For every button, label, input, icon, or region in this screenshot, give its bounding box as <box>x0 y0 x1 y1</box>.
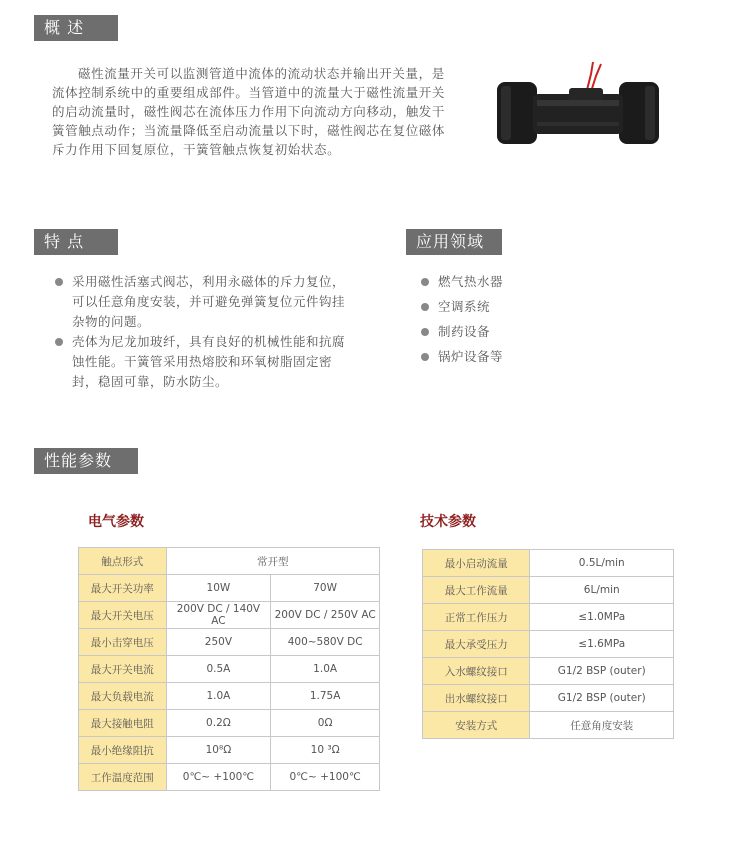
row-value: 1.0A <box>271 656 380 683</box>
row-value: 任意角度安装 <box>530 712 674 739</box>
row-value: 常开型 <box>166 548 379 575</box>
table-row <box>423 658 674 685</box>
features-list <box>52 272 352 392</box>
row-value: 200V DC / 250V AC <box>271 602 380 629</box>
row-value: 0Ω <box>271 710 380 737</box>
feature-text: 壳体为尼龙加玻纤，具有良好的机械性能和抗腐蚀性能。干簧管采用热熔胶和环氧树脂固定密封，稳固可靠，防水防尘。 <box>72 334 346 389</box>
row-value: 0℃~ +100℃ <box>166 764 271 791</box>
row-label: 出水螺纹接口 <box>423 685 530 712</box>
row-label: 最小绝缘阻抗 <box>79 737 167 764</box>
overview-paragraph: 磁性流量开关可以监测管道中流体的流动状态并输出开关量，是流体控制系统中的重要组成部件。当管道中的流量大于磁性流量开关的启动流量时，磁性阀芯在流体压力作用下向流动方向移动，触发干簧管触点动作；当流量降低至启动流量以下时，磁性阀芯在复位磁体斥力作用下回复原位，干簧管触点恢复初始状态。 <box>52 66 446 157</box>
row-value: G1/2 BSP (outer) <box>530 658 674 685</box>
table-row <box>79 548 380 575</box>
flow-switch-product-image <box>493 60 663 160</box>
row-value: 400~580V DC <box>271 629 380 656</box>
technical-params-table <box>422 549 674 739</box>
bullet-icon <box>55 338 63 346</box>
row-label: 入水螺纹接口 <box>423 658 530 685</box>
table-row <box>423 604 674 631</box>
electrical-params-title: 电气参数 <box>88 514 144 530</box>
list-item <box>52 272 352 332</box>
bullet-icon <box>55 278 63 286</box>
row-label: 触点形式 <box>79 548 167 575</box>
row-value: 250V <box>166 629 271 656</box>
row-label: 最大接触电阻 <box>79 710 167 737</box>
table-row <box>79 683 380 710</box>
table-row <box>423 712 674 739</box>
bullet-icon <box>421 278 429 286</box>
row-label: 最小击穿电压 <box>79 629 167 656</box>
row-label: 最大开关电流 <box>79 656 167 683</box>
section-header-features: 特 点 <box>34 229 118 255</box>
row-value: 10W <box>166 575 271 602</box>
section-header-performance: 性能参数 <box>34 448 138 474</box>
bullet-icon <box>421 328 429 336</box>
section-header-overview: 概 述 <box>34 15 118 41</box>
row-value: 6L/min <box>530 577 674 604</box>
list-item <box>418 347 618 367</box>
row-value: 70W <box>271 575 380 602</box>
table-row <box>79 629 380 656</box>
row-label: 最大承受压力 <box>423 631 530 658</box>
row-value: ≤1.6MPa <box>530 631 674 658</box>
table-row <box>79 764 380 791</box>
list-item <box>418 297 618 317</box>
row-value: ≤1.0MPa <box>530 604 674 631</box>
application-text: 燃气热水器 <box>438 274 504 289</box>
table-row <box>79 737 380 764</box>
row-label: 工作温度范围 <box>79 764 167 791</box>
row-value: 0.5A <box>166 656 271 683</box>
applications-list <box>418 272 618 372</box>
row-label: 安装方式 <box>423 712 530 739</box>
electrical-params-table <box>78 547 380 791</box>
row-label: 最小启动流量 <box>423 550 530 577</box>
feature-text: 采用磁性活塞式阀芯，利用永磁体的斥力复位，可以任意角度安装，并可避免弹簧复位元件钩挂杂物的问题。 <box>72 274 346 329</box>
row-value: 200V DC / 140V AC <box>166 602 271 629</box>
technical-params-title: 技术参数 <box>420 514 476 530</box>
row-label: 最大开关功率 <box>79 575 167 602</box>
row-value: G1/2 BSP (outer) <box>530 685 674 712</box>
row-label: 最大开关电压 <box>79 602 167 629</box>
row-value: 10 ³Ω <box>271 737 380 764</box>
application-text: 空调系统 <box>438 299 491 314</box>
table-row <box>79 656 380 683</box>
table-row <box>423 631 674 658</box>
row-value: 0.2Ω <box>166 710 271 737</box>
row-label: 正常工作压力 <box>423 604 530 631</box>
table-row <box>79 710 380 737</box>
list-item <box>418 322 618 342</box>
row-value: 1.75A <box>271 683 380 710</box>
row-value: 10⁸Ω <box>166 737 271 764</box>
table-row <box>423 550 674 577</box>
list-item <box>52 332 352 392</box>
bullet-icon <box>421 353 429 361</box>
row-value: 0℃~ +100℃ <box>271 764 380 791</box>
application-text: 制药设备 <box>438 324 491 339</box>
section-header-applications: 应用领域 <box>406 229 502 255</box>
list-item <box>418 272 618 292</box>
application-text: 锅炉设备等 <box>438 349 504 364</box>
table-row <box>79 602 380 629</box>
table-row <box>423 577 674 604</box>
row-label: 最大工作流量 <box>423 577 530 604</box>
table-row <box>79 575 380 602</box>
table-row <box>423 685 674 712</box>
row-value: 1.0A <box>166 683 271 710</box>
bullet-icon <box>421 303 429 311</box>
row-value: 0.5L/min <box>530 550 674 577</box>
row-label: 最大负载电流 <box>79 683 167 710</box>
